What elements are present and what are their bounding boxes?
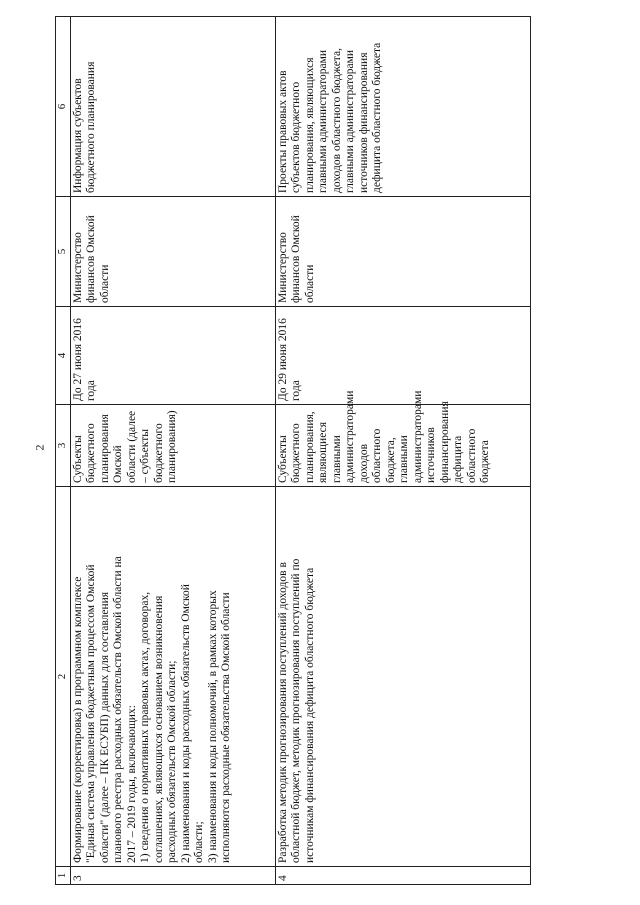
task-line: источникам финансирования дефицита областного бюджета [303,567,316,863]
task-description [70,487,275,867]
task-description [275,487,530,867]
row-number: 3 [70,867,275,885]
task-line: Разработка методик прогнозирования поступлений доходов в [276,562,289,863]
plan-table [55,16,531,885]
task-line: 2017 – 2019 годы, включающих: [125,705,138,863]
column-number-row [56,17,71,885]
recipient-cell: Министерство финансов Омской области [275,197,530,307]
page-number: 2 [32,444,47,451]
task-line: "Единая система управления бюджетным процессом Омской [85,564,97,863]
task-line: 1) сведения о нормативных правовых актах, договорах, [139,591,151,863]
column-number-6: 6 [56,17,71,197]
task-line: 3) наименования и коды полномочий, в рамках которых [206,590,219,863]
task-line: Формирование (корректировка) в программном комплексе [71,576,84,863]
task-line: областной бюджет, методик прогнозирования поступлений по [290,558,302,863]
table-row [70,17,275,885]
deadline-cell: До 27 июня 2016 года [70,307,275,405]
column-number-3: 3 [56,405,71,487]
result-cell: Проекты правовых актов субъектов бюджетного планирования, являющихся главными администраторами доходов областного бюджета, главными администраторами источников финансирования дефицита областного бюджета [275,17,530,197]
deadline-cell: До 29 июня 2016 года [275,307,530,405]
task-line: 2) наименования и коды расходных обязательств Омской [179,584,192,863]
task-line: исполняются расходные обязательства Омской области [220,592,232,863]
column-number-2: 2 [56,487,71,867]
task-line: соглашениях, являющихся основанием возникновения [152,595,165,863]
task-line: планового реестра расходных обязательств Омской области на [112,556,124,863]
column-number-1: 1 [56,867,71,885]
task-line: области" (далее – ПК ЕСУБП) данных для составления [98,591,111,863]
executor-cell: Субъекты бюджетного планирования, являющиеся главными администраторами доходов областного бюджета, главными администраторами источников финансирования дефицита областного бюджета [275,405,530,487]
recipient-cell: Министерство финансов Омской области [70,197,275,307]
executor-cell: Субъекты бюджетного планирования Омской области (далее – субъекты бюджетного планирования) [70,405,275,487]
result-cell: Информация субъектов бюджетного планирования [70,17,275,197]
column-number-4: 4 [56,307,71,405]
row-number: 4 [275,867,530,885]
table-row [275,17,530,885]
rotated-page-content [55,17,530,885]
task-line: расходных обязательств Омской области; [166,660,178,863]
column-number-5: 5 [56,197,71,307]
task-line: области; [193,821,205,863]
